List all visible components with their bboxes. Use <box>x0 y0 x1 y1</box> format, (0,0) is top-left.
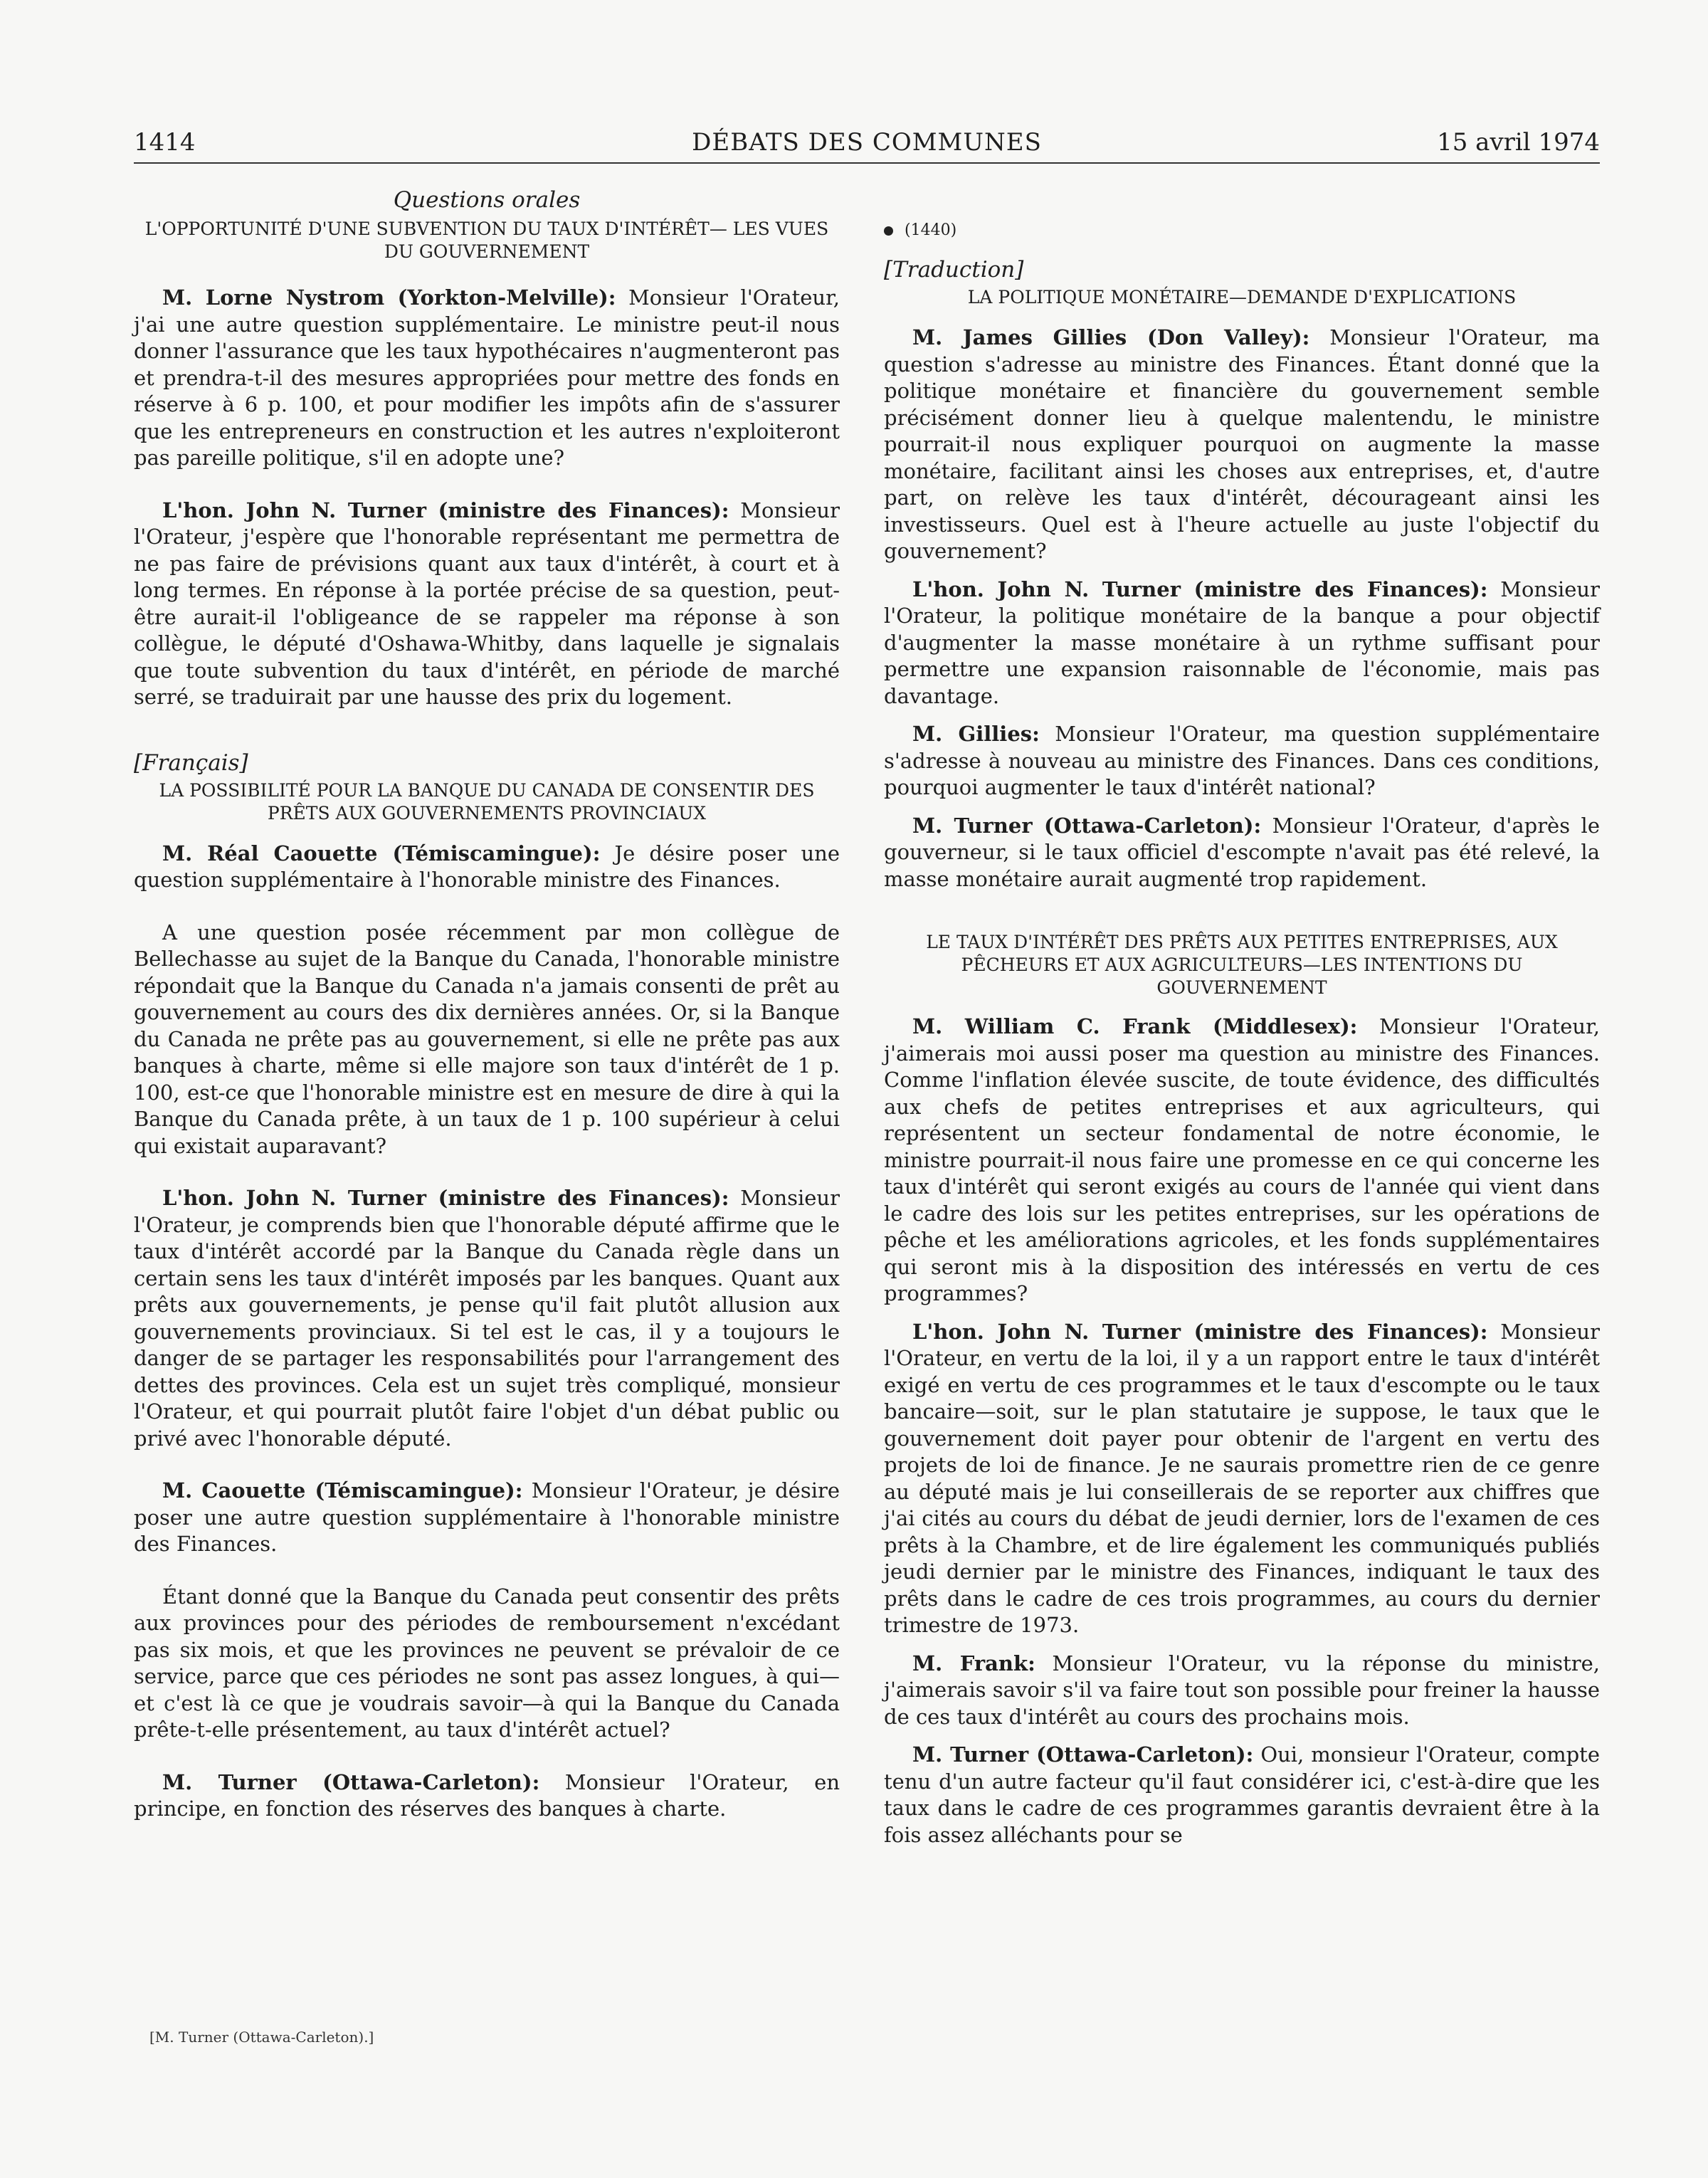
speech-paragraph <box>134 498 840 711</box>
speech-paragraph <box>134 1185 840 1452</box>
speech-text: Monsieur l'Orateur, en principe, en fonction des réserves des banques à charte. <box>134 1769 840 1821</box>
page-footnote: [M. Turner (Ottawa-Carleton).] <box>149 2029 374 2046</box>
speech-paragraph: A une question posée récemment par mon collègue de Bellechasse au sujet de la Banque du Canada, l'honorable ministre répondait que la Banque du Canada n'a jamais consenti de prêt au gouvernement au cours des dix dernières années. Or, si la Banque du Canada ne prête pas au gouvernement, si elle ne prête pas aux banques à charte, même si elle majore son taux d'intérêt de 1 p. 100, est-ce que l'honorable ministre est en mesure de dire à qui la Banque du Canada prête, à un taux de 1 p. 100 supérieur à celui qui existait auparavant? <box>134 920 840 1158</box>
speech-text: Monsieur l'Orateur, en vertu de la loi, il y a un rapport entre le taux d'intérêt exigé en vertu de ces programmes et le taux d'escompte ou le taux bancaire—soit, sur le plan statutaire je suppose, le taux que le gouvernement doit payer pour obtenir de l'argent en vertu des projets de loi de finance. Je ne saurais promettre rien de ce genre au député mais je lui conseillerais de se reporter aux chiffres que j'ai cités au cours du débat de jeudi dernier, lors de l'examen de ces prêts à la Chambre, et de lire également les communiqués publiés jeudi dernier par le ministre des Finances, indiquant le taux des prêts dans le cadre de ces trois programmes, au cours du dernier trimestre de 1973. <box>884 1319 1600 1637</box>
speech-text: Oui, monsieur l'Orateur, compte tenu d'un autre facteur qu'il faut considérer ici, c'est-à-dire que les taux dans le cadre de ces programmes garantis devraient être à la fois assez alléchants pour se <box>884 1742 1600 1847</box>
speech-paragraph <box>884 325 1600 565</box>
speech-text: Monsieur l'Orateur, je comprends bien que l'honorable député affirme que le taux d'intérêt accordé par la Banque du Canada règle dans un certain sens les taux d'intérêt imposés par les banques. Quant aux prêts aux gouvernements, je pense qu'il fait plutôt allusion aux gouvernements provinciaux. Si tel est le cas, il y a toujours le danger de se partager les responsabilités pour l'arrangement des dettes des provinces. Cela est un sujet très compliqué, monsieur l'Orateur, et qui pourrait plutôt faire l'objet d'un débat public ou privé avec l'honorable député. <box>134 1186 840 1451</box>
speech-paragraph <box>134 841 840 894</box>
speech-text: Monsieur l'Orateur, j'ai une autre question supplémentaire. Le ministre peut-il nous donner l'assurance que les taux hypothécaires n'augmenteront pas et prendra-t-il des mesures appropriées pour mettre des fonds en réserve à 6 p. 100, et pour modifier les impôts afin de s'assurer que les entrepreneurs en construction et les autres n'exploiteront pas pareille politique, s'il en adopte une? <box>134 285 840 470</box>
page-number: 1414 <box>134 128 196 157</box>
speaker-name: M. Lorne Nystrom (Yorkton-Melville): <box>162 285 616 310</box>
speech-text: Monsieur l'Orateur, la politique monétaire de la banque a pour objectif d'augmenter la masse monétaire à un rythme suffisant pour permettre une expansion raisonnable de l'économie, mais pas davantage. <box>884 577 1600 708</box>
page-date: 15 avril 1974 <box>1437 128 1600 157</box>
speaker-name: M. Turner (Ottawa-Carleton): <box>912 1742 1254 1767</box>
speech-paragraph <box>884 577 1600 710</box>
speaker-name: L'hon. John N. Turner (ministre des Finances): <box>162 498 729 522</box>
section-rubric: Questions orales <box>393 187 581 213</box>
speech-paragraph <box>134 1478 840 1558</box>
speaker-name: M. Turner (Ottawa-Carleton): <box>162 1769 540 1794</box>
speaker-name: M. Gillies: <box>912 722 1040 746</box>
speech-paragraph <box>134 1769 840 1823</box>
speaker-name: M. James Gillies (Don Valley): <box>912 325 1310 349</box>
speaker-name: M. Caouette (Témiscamingue): <box>162 1478 523 1503</box>
time-mark <box>884 218 1600 243</box>
speech-paragraph <box>884 1742 1600 1848</box>
speech-paragraph <box>884 1319 1600 1639</box>
section-heading: LA POLITIQUE MONÉTAIRE—DEMANDE D'EXPLICATIONS <box>967 287 1517 307</box>
speech-paragraph <box>884 721 1600 801</box>
speech-paragraph <box>134 285 840 472</box>
speech-paragraph <box>884 813 1600 893</box>
bullet-icon <box>884 226 893 236</box>
language-marker: [Français] <box>134 749 248 776</box>
speaker-name: M. Frank: <box>912 1651 1035 1675</box>
page-title: DÉBATS DES COMMUNES <box>692 128 1042 157</box>
right-column <box>884 218 1600 1848</box>
speaker-name: L'hon. John N. Turner (ministre des Finances): <box>912 1319 1488 1344</box>
speech-text: Je désire poser une question supplémentaire à l'honorable ministre des Finances. <box>134 841 840 892</box>
speech-text: Monsieur l'Orateur, j'aimerais moi aussi poser ma question au ministre des Finances. Comme l'inflation élevée suscite, de toute évidence, des difficultés aux chefs de petites entreprises et aux agriculteurs, qui représentent un secteur fondamental de notre économie, le ministre pourrait-il nous faire une promesse en ce qui concerne les taux d'intérêt qui seront exigés au cours de l'année qui vient dans le cadre des lois sur les petites entreprises, sur les opérations de pêche et les améliorations agricoles, et les fonds supplémentaires qui seront mis à la disposition des intéressés en vertu de ces programmes? <box>884 1014 1600 1305</box>
speech-paragraph <box>884 1651 1600 1731</box>
speech-text: Monsieur l'Orateur, vu la réponse du ministre, j'aimerais savoir s'il va faire tout son possible pour freiner la hausse de ces taux d'intérêt au cours des prochains mois. <box>884 1651 1600 1729</box>
section-heading: L'OPPORTUNITÉ D'UNE SUBVENTION DU TAUX D'INTÉRÊT— LES VUES DU GOUVERNEMENT <box>144 219 829 262</box>
section-heading: LE TAUX D'INTÉRÊT DES PRÊTS AUX PETITES ENTREPRISES, AUX PÊCHEURS ET AUX AGRICULTEURS—LES INTENTIONS DU GOUVERNEMENT <box>926 932 1558 998</box>
time-mark-text: (1440) <box>905 221 957 239</box>
speech-text: Monsieur l'Orateur, ma question supplémentaire s'adresse à nouveau au ministre des Finances. Dans ces conditions, pourquoi augmenter le taux d'intérêt national? <box>884 722 1600 799</box>
speaker-name: M. Réal Caouette (Témiscamingue): <box>162 841 601 866</box>
section-heading: LA POSSIBILITÉ POUR LA BANQUE DU CANADA DE CONSENTIR DES PRÊTS AUX GOUVERNEMENTS PROVINCIAUX <box>159 779 815 824</box>
speech-text: Monsieur l'Orateur, d'après le gouverneur, si le taux officiel d'escompte n'avait pas été relevé, la masse monétaire aurait augmenté trop rapidement. <box>884 813 1600 891</box>
speech-text: Monsieur l'Orateur, j'espère que l'honorable représentant me permettra de ne pas faire de prévisions quant aux taux d'intérêt, à court et à long termes. En réponse à la portée précise de sa question, peut-être aurait-il l'obligeance de se rappeler ma réponse à son collègue, le député d'Oshawa-Whitby, dans laquelle je signalais que toute subvention du taux d'intérêt, en période de marché serré, se traduirait par une hausse des prix du logement. <box>134 498 840 709</box>
left-column <box>134 186 840 1823</box>
speaker-name: M. William C. Frank (Middlesex): <box>912 1014 1358 1038</box>
speech-paragraph <box>884 1014 1600 1308</box>
language-marker: [Traduction] <box>884 257 1024 283</box>
speaker-name: L'hon. John N. Turner (ministre des Finances): <box>912 577 1488 601</box>
page-header <box>134 125 1600 164</box>
speaker-name: M. Turner (Ottawa-Carleton): <box>912 813 1262 838</box>
speech-text: Monsieur l'Orateur, ma question s'adresse au ministre des Finances. Étant donné que la politique monétaire et financière du gouvernement semble précisément donner lieu à quelque malentendu, le ministre pourrait-il nous expliquer pourquoi on augmente la masse monétaire, facilitant ainsi les choses aux entreprises, et, d'autre part, on relève les taux d'intérêt, décourageant ainsi les investisseurs. Quel est à l'heure actuelle au juste l'objectif du gouvernement? <box>884 325 1600 563</box>
speech-paragraph: Étant donné que la Banque du Canada peut consentir des prêts aux provinces pour des périodes de remboursement n'excédant pas six mois, et que les provinces ne peuvent se prévaloir de ce service, parce que ces périodes ne sont pas assez longues, à qui—et c'est là ce que je voudrais savoir—à qui la Banque du Canada prête-t-elle présentement, au taux d'intérêt actuel? <box>134 1584 840 1742</box>
speech-text: Monsieur l'Orateur, je désire poser une autre question supplémentaire à l'honorable ministre des Finances. <box>134 1478 840 1556</box>
speaker-name: L'hon. John N. Turner (ministre des Finances): <box>162 1186 729 1210</box>
